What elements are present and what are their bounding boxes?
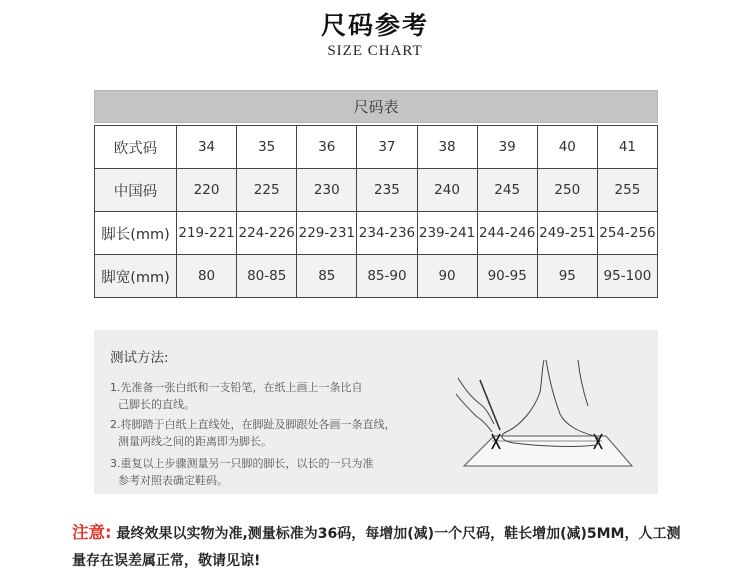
table-cell: 235 bbox=[357, 169, 417, 212]
table-cell: 219-221 bbox=[177, 212, 237, 255]
table-caption: 尺码表 bbox=[94, 90, 658, 123]
table-cell: 40 bbox=[537, 126, 597, 169]
table-row-foot-length bbox=[95, 212, 658, 255]
method-step-line: 1.先准备一张白纸和一支铅笔，在纸上画上一条比自 bbox=[110, 381, 363, 394]
table-cell: 85 bbox=[297, 255, 357, 298]
table-cell: 230 bbox=[297, 169, 357, 212]
method-step-line: 己脚长的直线。 bbox=[118, 398, 195, 411]
row-label-eu: 欧式码 bbox=[95, 126, 177, 169]
table-row-eu bbox=[95, 126, 658, 169]
note-text: 最终效果以实物为准,测量标准为36码，每增加(减)一个尺码，鞋长增加(减)5MM，人工测量存在误差属正常，敬请见谅! bbox=[72, 526, 681, 569]
table-cell: 220 bbox=[177, 169, 237, 212]
table-cell: 225 bbox=[237, 169, 297, 212]
table-cell: 85-90 bbox=[357, 255, 417, 298]
page-title: 尺码参考 bbox=[320, 11, 429, 40]
table-cell: 95-100 bbox=[597, 255, 657, 298]
method-step-line: 参考对照表确定鞋码。 bbox=[118, 474, 228, 487]
method-step-line: 3.重复以上步骤测量另一只脚的脚长，以长的一只为准 bbox=[110, 457, 374, 470]
method-title: 测试方法: bbox=[110, 350, 169, 366]
table-row-foot-width bbox=[95, 255, 658, 298]
table-cell: 41 bbox=[597, 126, 657, 169]
table-cell: 224-226 bbox=[237, 212, 297, 255]
table-cell: 250 bbox=[537, 169, 597, 212]
size-table bbox=[94, 125, 658, 298]
size-table-section bbox=[94, 90, 658, 298]
table-cell: 80-85 bbox=[237, 255, 297, 298]
table-cell: 244-246 bbox=[477, 212, 537, 255]
table-cell: 34 bbox=[177, 126, 237, 169]
table-cell: 249-251 bbox=[537, 212, 597, 255]
method-step bbox=[110, 379, 430, 413]
table-cell: 90-95 bbox=[477, 255, 537, 298]
method-step-line: 测量两线之间的距离即为脚长。 bbox=[118, 435, 272, 448]
table-cell: 35 bbox=[237, 126, 297, 169]
method-step-line: 2.将脚踏于白纸上直线处，在脚趾及脚跟处各画一条直线， bbox=[110, 418, 396, 431]
table-cell: 239-241 bbox=[417, 212, 477, 255]
table-cell: 90 bbox=[417, 255, 477, 298]
table-cell: 38 bbox=[417, 126, 477, 169]
table-cell: 234-236 bbox=[357, 212, 417, 255]
page-subtitle: SIZE CHART bbox=[327, 43, 423, 59]
table-cell: 254-256 bbox=[597, 212, 657, 255]
foot-measuring-illustration-icon bbox=[454, 358, 644, 486]
table-cell: 80 bbox=[177, 255, 237, 298]
row-label-cn: 中国码 bbox=[95, 169, 177, 212]
table-cell: 255 bbox=[597, 169, 657, 212]
table-cell: 240 bbox=[417, 169, 477, 212]
note-label: 注意: bbox=[72, 523, 112, 542]
table-cell: 245 bbox=[477, 169, 537, 212]
table-cell: 37 bbox=[357, 126, 417, 169]
row-label-foot-length: 脚长(mm) bbox=[95, 212, 177, 255]
method-step bbox=[110, 416, 430, 450]
row-label-foot-width: 脚宽(mm) bbox=[95, 255, 177, 298]
table-cell: 229-231 bbox=[297, 212, 357, 255]
table-cell: 36 bbox=[297, 126, 357, 169]
table-cell: 95 bbox=[537, 255, 597, 298]
note-section bbox=[72, 519, 692, 575]
measuring-method-box bbox=[94, 330, 658, 494]
table-cell: 39 bbox=[477, 126, 537, 169]
method-step bbox=[110, 455, 430, 489]
table-row-cn bbox=[95, 169, 658, 212]
